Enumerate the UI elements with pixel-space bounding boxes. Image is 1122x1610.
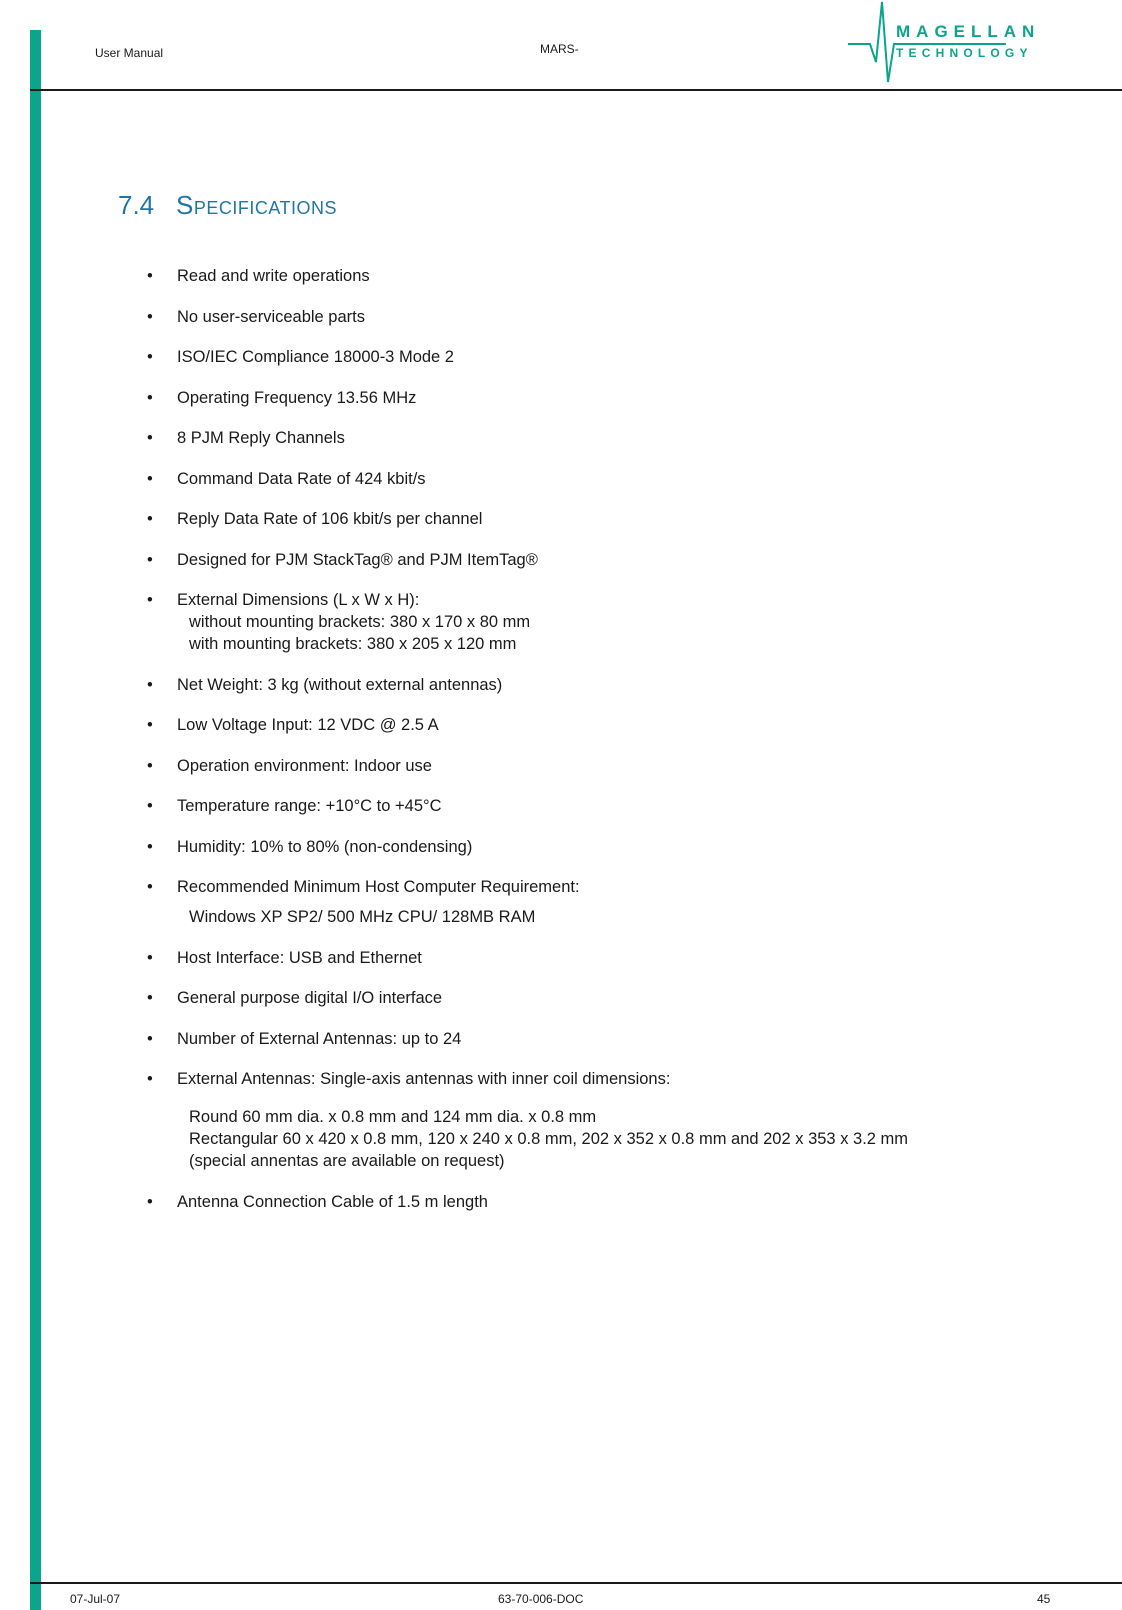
spec-text: Read and write operations: [177, 267, 370, 285]
spec-item: [145, 1028, 1065, 1050]
bullet-icon: •: [147, 878, 153, 896]
bullet-icon: •: [147, 1192, 153, 1211]
bullet-icon: •: [147, 1029, 153, 1048]
header-doc-type: User Manual: [95, 46, 164, 60]
spec-text: Low Voltage Input: 12 VDC @ 2.5 A: [177, 716, 439, 734]
spec-item: [145, 876, 1065, 928]
bullet-icon: •: [147, 469, 153, 488]
bullet-icon: •: [147, 510, 153, 528]
logo-line2: TECHNOLOGY: [896, 46, 1033, 60]
bullet-icon: •: [147, 591, 153, 609]
left-accent-bar: [30, 30, 41, 1610]
spec-item: [145, 714, 1065, 736]
spec-item: [145, 387, 1065, 409]
spec-item: [145, 306, 1065, 328]
spec-text: Temperature range: +10°C to +45°C: [177, 797, 442, 815]
spec-text: Command Data Rate of 424 kbit/s: [177, 469, 426, 488]
footer-date: 07-Jul-07: [70, 1592, 121, 1606]
spec-item: [145, 468, 1065, 490]
spec-item: [145, 836, 1065, 858]
bullet-icon: •: [147, 1070, 153, 1088]
spec-text: ISO/IEC Compliance 18000-3 Mode 2: [177, 348, 454, 366]
spec-subline: Round 60 mm dia. x 0.8 mm and 124 mm dia. x 0.8 mm: [189, 1108, 597, 1126]
bullet-icon: •: [147, 989, 153, 1007]
spec-text: Host Interface: USB and Ethernet: [177, 948, 422, 967]
spec-item: [145, 755, 1065, 777]
bullet-icon: •: [147, 550, 153, 569]
bullet-icon: •: [147, 837, 153, 856]
spec-item: [145, 508, 1065, 530]
spec-item: [145, 346, 1065, 368]
logo-pulse-icon: [848, 0, 1041, 88]
spec-text: Antenna Connection Cable of 1.5 m length: [177, 1192, 488, 1211]
spec-text: Reply Data Rate of 106 kbit/s per channel: [177, 510, 483, 528]
bullet-icon: •: [147, 756, 153, 775]
spec-text: Recommended Minimum Host Computer Requirement:: [177, 878, 580, 896]
spec-text: Net Weight: 3 kg (without external antennas): [177, 675, 503, 694]
bullet-icon: •: [147, 797, 153, 815]
spec-item: [145, 795, 1065, 817]
header-rule: [30, 89, 1122, 91]
spec-text: External Dimensions (L x W x H):: [177, 591, 420, 609]
spec-text: Designed for PJM StackTag® and PJM ItemTag®: [177, 550, 538, 569]
section-heading: [118, 190, 337, 221]
bullet-icon: •: [147, 948, 153, 967]
header-product: MARS-: [540, 42, 579, 56]
footer-rule: [30, 1582, 1122, 1584]
bullet-icon: •: [147, 675, 153, 694]
spec-item: [145, 674, 1065, 696]
spec-text: Operation environment: Indoor use: [177, 756, 432, 775]
spec-item: [145, 589, 1065, 655]
spec-text: General purpose digital I/O interface: [177, 989, 443, 1007]
spec-subline: with mounting brackets: 380 x 205 x 120 mm: [189, 635, 517, 653]
spec-text: Humidity: 10% to 80% (non-condensing): [177, 837, 473, 856]
spec-item: [145, 987, 1065, 1009]
spec-text: External Antennas: Single-axis antennas with inner coil dimensions:: [177, 1070, 671, 1088]
spec-subline: without mounting brackets: 380 x 170 x 80 mm: [189, 613, 531, 631]
footer-doc-number: 63-70-006-DOC: [498, 1592, 584, 1606]
bullet-icon: •: [147, 429, 153, 447]
bullet-icon: •: [147, 716, 153, 734]
spec-item: [145, 1191, 1065, 1213]
bullet-icon: •: [147, 307, 153, 326]
footer-page-number: 45: [1037, 1592, 1051, 1606]
spec-subline: Windows XP SP2/ 500 MHz CPU/ 128MB RAM: [189, 908, 536, 926]
spec-item: [145, 265, 1065, 287]
spec-item: [145, 549, 1065, 571]
section-title: Specifications: [176, 190, 338, 220]
spec-text: Operating Frequency 13.56 MHz: [177, 388, 417, 407]
spec-text: Number of External Antennas: up to 24: [177, 1029, 462, 1048]
spec-item: [145, 947, 1065, 969]
section-number: 7.4: [118, 190, 155, 220]
bullet-icon: •: [147, 388, 153, 407]
spec-subline: Rectangular 60 x 420 x 0.8 mm, 120 x 240 x 0.8 mm, 202 x 352 x 0.8 mm and 202 x 353 x 3.2 mm: [189, 1130, 909, 1148]
logo-line1: MAGELLAN: [896, 22, 1041, 41]
spec-text: No user-serviceable parts: [177, 307, 365, 326]
magellan-logo: [848, 0, 1041, 88]
bullet-icon: •: [147, 267, 153, 285]
specifications-list: [145, 265, 1065, 1231]
spec-item: [145, 427, 1065, 449]
bullet-icon: •: [147, 348, 153, 366]
spec-text: 8 PJM Reply Channels: [177, 429, 345, 447]
spec-subline: (special annentas are available on request): [189, 1152, 505, 1170]
spec-item: [145, 1068, 1065, 1172]
